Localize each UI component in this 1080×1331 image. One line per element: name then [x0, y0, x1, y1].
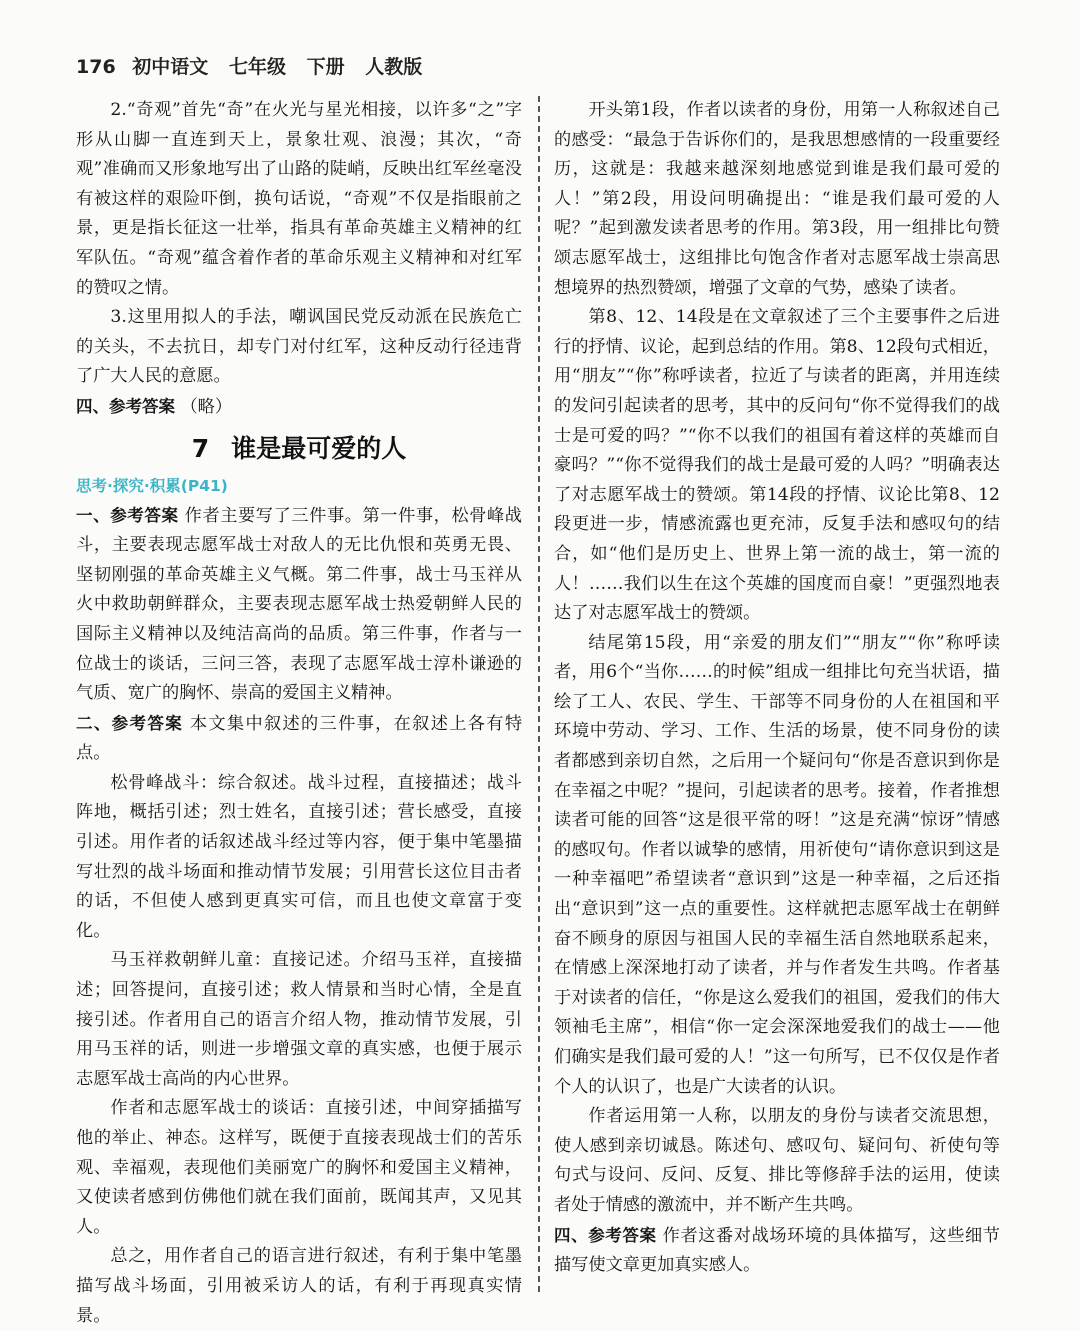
section-text: （略）	[180, 396, 233, 417]
section-label: 四、参考答案	[76, 396, 175, 416]
answer-one-label: 一、参考答案	[76, 505, 179, 525]
right-column	[554, 96, 1000, 1281]
left-column	[76, 96, 522, 1331]
page-number: 176	[76, 56, 116, 78]
chapter-title	[76, 429, 522, 469]
chapter-name: 谁是最可爱的人	[231, 433, 407, 463]
section-four-heading	[76, 392, 522, 423]
answer-two-label: 二、参考答案	[76, 713, 184, 733]
answer-two-text: 本文集中叙述的三件事，在叙述上各有特点。	[76, 713, 523, 764]
answer-paragraph-2: 2.“奇观”首先“奇”在火光与星光相接，以许多“之”字形从山脚一直连到天上，景象壮观、浪漫；其次，“奇观”准确而又形象地写出了山路的陡峭，反映出红军丝毫没有被这样的艰险吓倒，换句话说，“奇观”不仅是指眼前之景，更是指长征这一壮举，指具有革命英雄主义精神的红军队伍。“奇观”蕴含着作者的革命乐观主义精神和对红军的赞叹之情。	[76, 100, 522, 298]
header-grade: 七年级	[228, 56, 286, 78]
header-edition: 人教版	[365, 56, 423, 78]
middle-paragraph: 第8、12、14段是在文章叙述了三个主要事件之后进行的抒情、议论，起到总结的作用。第8、12段句式相近，用“朋友”“你”称呼读者，拉近了与读者的距离，并用连续的发问引起读者的思考，其中的反问句“你不觉得我们的战士是可爱的吗？”“你不以我们的祖国有着这样的英雄而自豪吗？”“你不觉得我们的战士是最可爱的人吗？”明确表达了对志愿军战士的赞颂。第14段的抒情、议论比第8、12段更进一步，情感流露也更充沛，反复手法和感叹句的结合，如“他们是历史上、世界上第一流的战士，第一流的人！……我们以生在这个英雄的国度而自豪！”更强烈地表达了对志愿军战士的赞颂。	[554, 307, 1000, 624]
chapter-number: 7	[191, 433, 210, 463]
ending-paragraph: 结尾第15段，用“亲爱的朋友们”“朋友”“你”称呼读者，用6个“当你……的时候”组成一组排比句充当状语，描绘了工人、农民、学生、干部等不同身份的人在祖国和平环境中劳动、学习、工作、生活的场景，使不同身份的读者都感到亲切自然，之后用一个疑问句“你是否意识到你是在幸福之中呢？”提问，引起读者的思考。接着，作者推想读者可能的回答“这是很平常的呀！”这是充满“惊讶”情感的感叹句。作者以诚挚的感情，用祈使句“请你意识到这是一种幸福吧”希望读者“意识到”这是一种幸福，之后还指出“意识到”这一点的重要性。这样就把志愿军战士在朝鲜奋不顾身的原因与祖国人民的幸福生活自然地联系起来，在情感上深深地打动了读者，并与作者发生共鸣。作者基于对读者的信任，“你是这么爱我们的祖国，爱我们的伟大领袖毛主席”，相信“你一定会深深地爱我们的战士——他们确实是我们最可爱的人！”这一句所写，已不仅仅是作者个人的认识了，也是广大读者的认识。	[554, 632, 1000, 1097]
header-volume: 下册	[306, 56, 345, 78]
opening-paragraph: 开头第1段，作者以读者的身份，用第一人称叙述自己的感受：“最急于告诉你们的，是我思想感情的一段重要经历，这就是：我越来越深刻地感觉到谁是我们最可爱的人！”第2段，用设问明确提出：“谁是我们最可爱的人呢？”起到激发读者思考的作用。第3段，用一组排比句赞颂志愿军战士，这组排比句饱含作者对志愿军战士崇高思想境界的热烈赞颂，增强了文章的气势，感染了读者。	[554, 100, 1000, 298]
songgufeng-paragraph: 松骨峰战斗：综合叙述。战斗过程，直接描述；战斗阵地，概括引述；烈士姓名，直接引述；营长感受，直接引述。用作者的话叙述战斗经过等内容，便于集中笔墨描写壮烈的战斗场面和推动情节发展；引用营长这位目击者的话，不但使人感到更真实可信，而且也使文章富于变化。	[76, 772, 522, 941]
answer-one-text: 作者主要写了三件事。第一件事，松骨峰战斗，主要表现志愿军战士对敌人的无比仇恨和英勇无畏、坚韧刚强的革命英雄主义气概。第二件事，战士马玉祥从火中救助朝鲜群众，主要表现志愿军战士热爱朝鲜人民的国际主义精神以及纯洁高尚的品质。第三件事，作者与一位战士的谈话，三问三答，表现了志愿军战士淳朴谦逊的气质、宽广的胸怀、崇高的爱国主义精神。	[76, 505, 522, 704]
column-divider	[538, 96, 540, 1292]
answer-paragraph-3: 3.这里用拟人的手法，嘲讽国民党反动派在民族危亡的关头，不去抗日，却专门对付红军，这种反动行径违背了广大人民的意愿。	[76, 307, 522, 387]
answer-four-text: 作者这番对战场环境的具体描写，这些细节描写使文章更加真实感人。	[554, 1225, 1000, 1276]
header-subject: 初中语文	[132, 56, 209, 78]
answer-four-label: 四、参考答案	[554, 1225, 657, 1245]
answer-four	[554, 1221, 1000, 1281]
answer-one	[76, 501, 522, 709]
conversation-paragraph: 作者和志愿军战士的谈话：直接引述，中间穿插描写他的举止、神态。这样写，既便于直接表现战士们的苦乐观、幸福观，表现他们美丽宽广的胸怀和爱国主义精神，又使读者感到仿佛他们就在我们面前，既闻其声，又见其人。	[76, 1098, 522, 1237]
mayuxiang-paragraph: 马玉祥救朝鲜儿童：直接记述。介绍马玉祥，直接描述；回答提问，直接引述；救人情景和当时心情，全是直接引述。作者用自己的语言介绍人物，推动情节发展，引用马玉祥的话，则进一步增强文章的真实感，也便于展示志愿军战士高尚的内心世界。	[76, 950, 522, 1089]
answer-two	[76, 709, 522, 769]
exercise-subtitle: 思考·探究·积累(P41)	[76, 476, 228, 495]
page-header	[76, 52, 976, 88]
summary-paragraph: 总之，用作者自己的语言进行叙述，有利于集中笔墨描写战斗场面，引用被采访人的话，有利于再现真实情景。	[76, 1246, 522, 1326]
first-person-paragraph: 作者运用第一人称，以朋友的身份与读者交流思想，使人感到亲切诚恳。陈述句、感叹句、疑问句、祈使句等句式与设问、反问、反复、排比等修辞手法的运用，使读者处于情感的激流中，并不断产生共鸣。	[554, 1106, 1000, 1215]
